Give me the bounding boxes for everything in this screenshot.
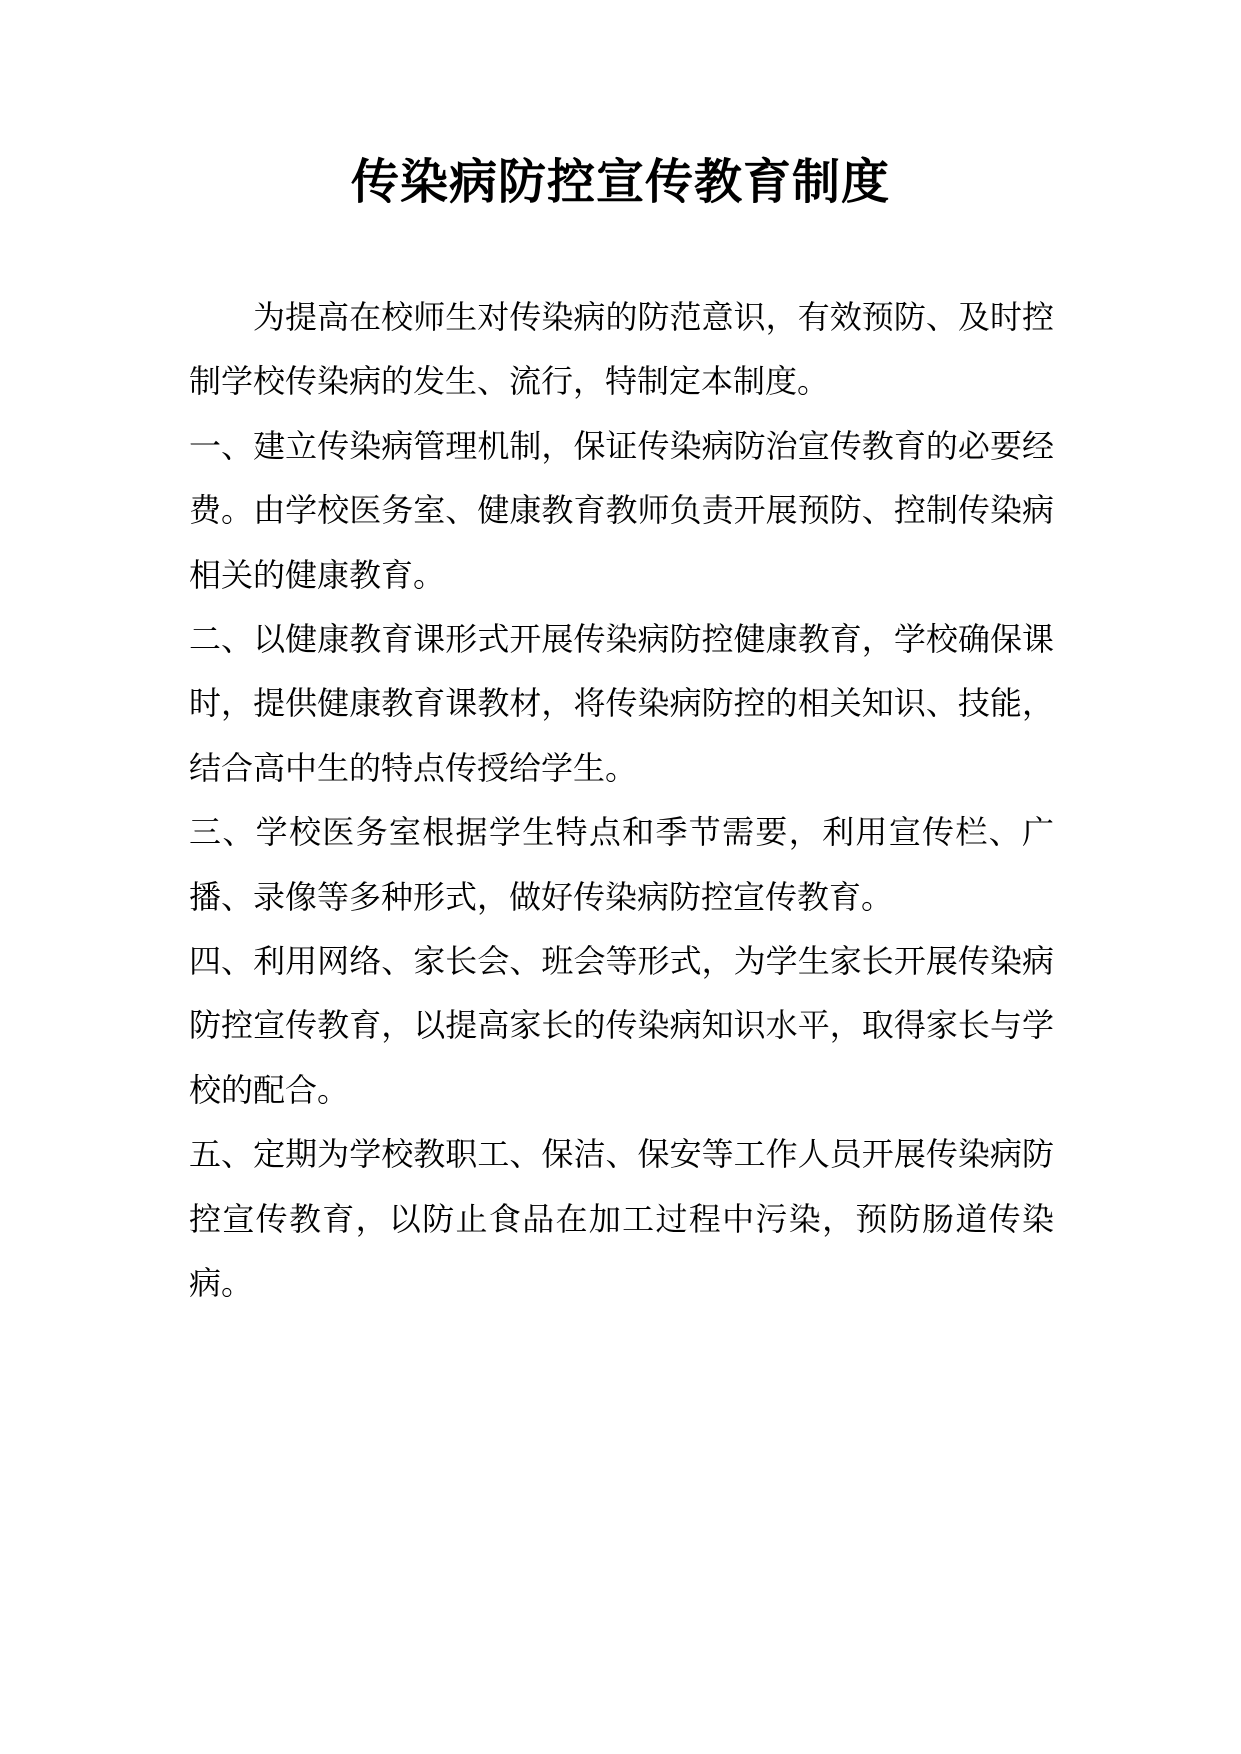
clause-4-paragraph: 四、利用网络、家长会、班会等形式，为学生家长开展传染病防控宣传教育，以提高家长的传染病知识水平，取得家长与学校的配合。	[189, 942, 1054, 1109]
clause-2-paragraph: 二、以健康教育课形式开展传染病防控健康教育，学校确保课时，提供健康教育课教材，将传染病防控的相关知识、技能，结合高中生的特点传授给学生。	[189, 620, 1054, 787]
document-body	[189, 285, 1054, 1316]
intro-paragraph: 为提高在校师生对传染病的防范意识，有效预防、及时控制学校传染病的发生、流行，特制定本制度。	[189, 298, 1054, 401]
clause-5-paragraph: 五、定期为学校教职工、保洁、保安等工作人员开展传染病防控宣传教育，以防止食品在加工过程中污染，预防肠道传染病。	[189, 1135, 1054, 1303]
document-title: 传染病防控宣传教育制度	[350, 154, 890, 210]
clause-1-paragraph: 一、建立传染病管理机制，保证传染病防治宣传教育的必要经费。由学校医务室、健康教育教师负责开展预防、控制传染病相关的健康教育。	[189, 426, 1054, 594]
clause-3-paragraph: 三、学校医务室根据学生特点和季节需要，利用宣传栏、广播、录像等多种形式，做好传染病防控宣传教育。	[189, 813, 1054, 916]
